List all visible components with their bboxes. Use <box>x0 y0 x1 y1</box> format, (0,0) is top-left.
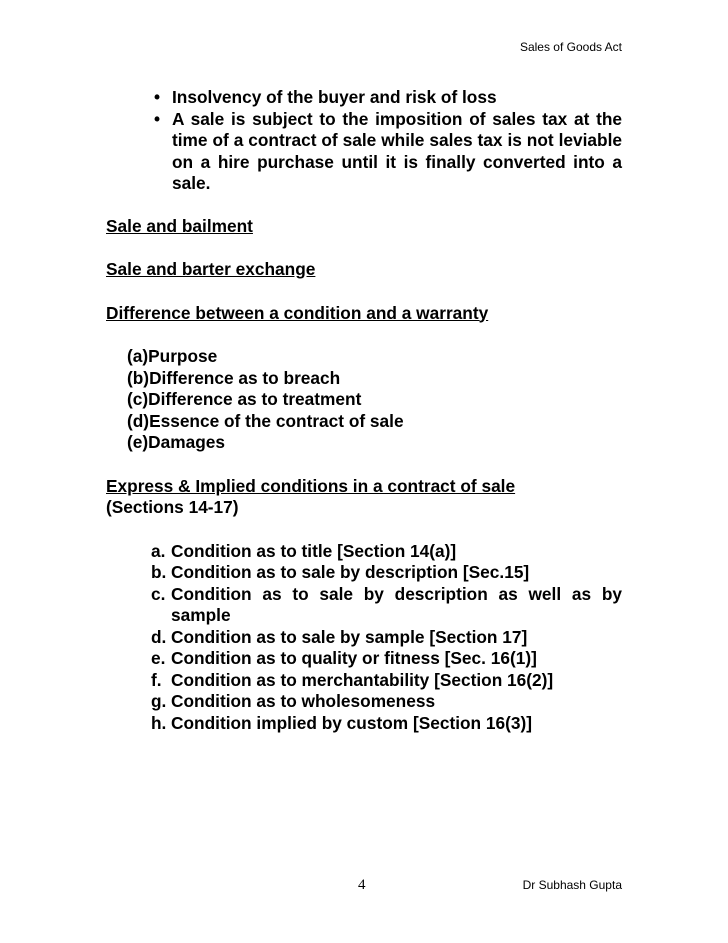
list-item-text: Condition implied by custom [Section 16(3)] <box>171 712 533 733</box>
page-number: 4 <box>358 877 366 893</box>
list-item: (c)Difference as to treatment <box>127 389 362 409</box>
list-item-text: Condition as to merchantability [Section 16(2)] <box>171 669 554 690</box>
list-item-text: Condition as to sale by description as well as by sample <box>171 583 622 625</box>
bullet-text: A sale is subject to the imposition of sales tax at the time of a contract of sale while sales tax is not leviable on a hire purchase until it is finally converted into a sale. <box>172 108 622 193</box>
bullet-icon: • <box>154 108 161 129</box>
list-marker: e. <box>151 648 166 668</box>
list-item-text: Condition as to wholesomeness <box>171 691 436 711</box>
list-marker: d. <box>151 626 167 647</box>
list-item-text: Condition as to sale by sample [Section 17] <box>171 626 528 647</box>
list-item-text: Condition as to quality or fitness [Sec. 16(1)] <box>171 648 537 668</box>
list-item <box>151 627 622 649</box>
list-marker: a. <box>151 540 166 561</box>
bullet-icon: • <box>154 87 161 107</box>
bullet-text: Insolvency of the buyer and risk of loss <box>172 87 497 107</box>
list-item <box>151 562 622 584</box>
footer-author: Dr Subhash Gupta <box>522 878 622 892</box>
list-item: (b)Difference as to breach <box>127 367 341 388</box>
list-marker: b. <box>151 562 167 582</box>
page-content <box>106 87 622 734</box>
list-item <box>151 648 622 670</box>
header-title: Sales of Goods Act <box>519 40 622 54</box>
list-item: (a)Purpose <box>127 346 218 366</box>
list-item <box>151 541 622 563</box>
list-item-text: Condition as to sale by description [Sec.15] <box>171 562 530 582</box>
list-marker: h. <box>151 712 167 733</box>
list-item <box>151 670 622 692</box>
list-item <box>151 584 622 627</box>
list-item <box>151 691 622 713</box>
heading-sale-bailment: Sale and bailment <box>106 215 253 236</box>
bullet-item <box>154 87 622 109</box>
differences-list <box>106 346 622 454</box>
list-item <box>151 713 622 735</box>
list-item-text: Condition as to title [Section 14(a)] <box>171 540 457 561</box>
heading-sale-barter: Sale and barter exchange <box>106 259 316 279</box>
list-marker: c. <box>151 583 166 604</box>
list-marker: f. <box>151 669 162 690</box>
bullet-item <box>154 109 622 195</box>
heading-condition-warranty: Difference between a condition and a warranty <box>106 302 489 323</box>
sections-subheading: (Sections 14-17) <box>106 497 239 517</box>
conditions-list <box>106 541 622 735</box>
heading-express-implied: Express & Implied conditions in a contract of sale <box>106 475 516 496</box>
list-item: (d)Essence of the contract of sale <box>127 410 404 431</box>
bullet-list <box>106 87 622 195</box>
list-item: (e)Damages <box>127 432 225 452</box>
list-marker: g. <box>151 691 167 711</box>
